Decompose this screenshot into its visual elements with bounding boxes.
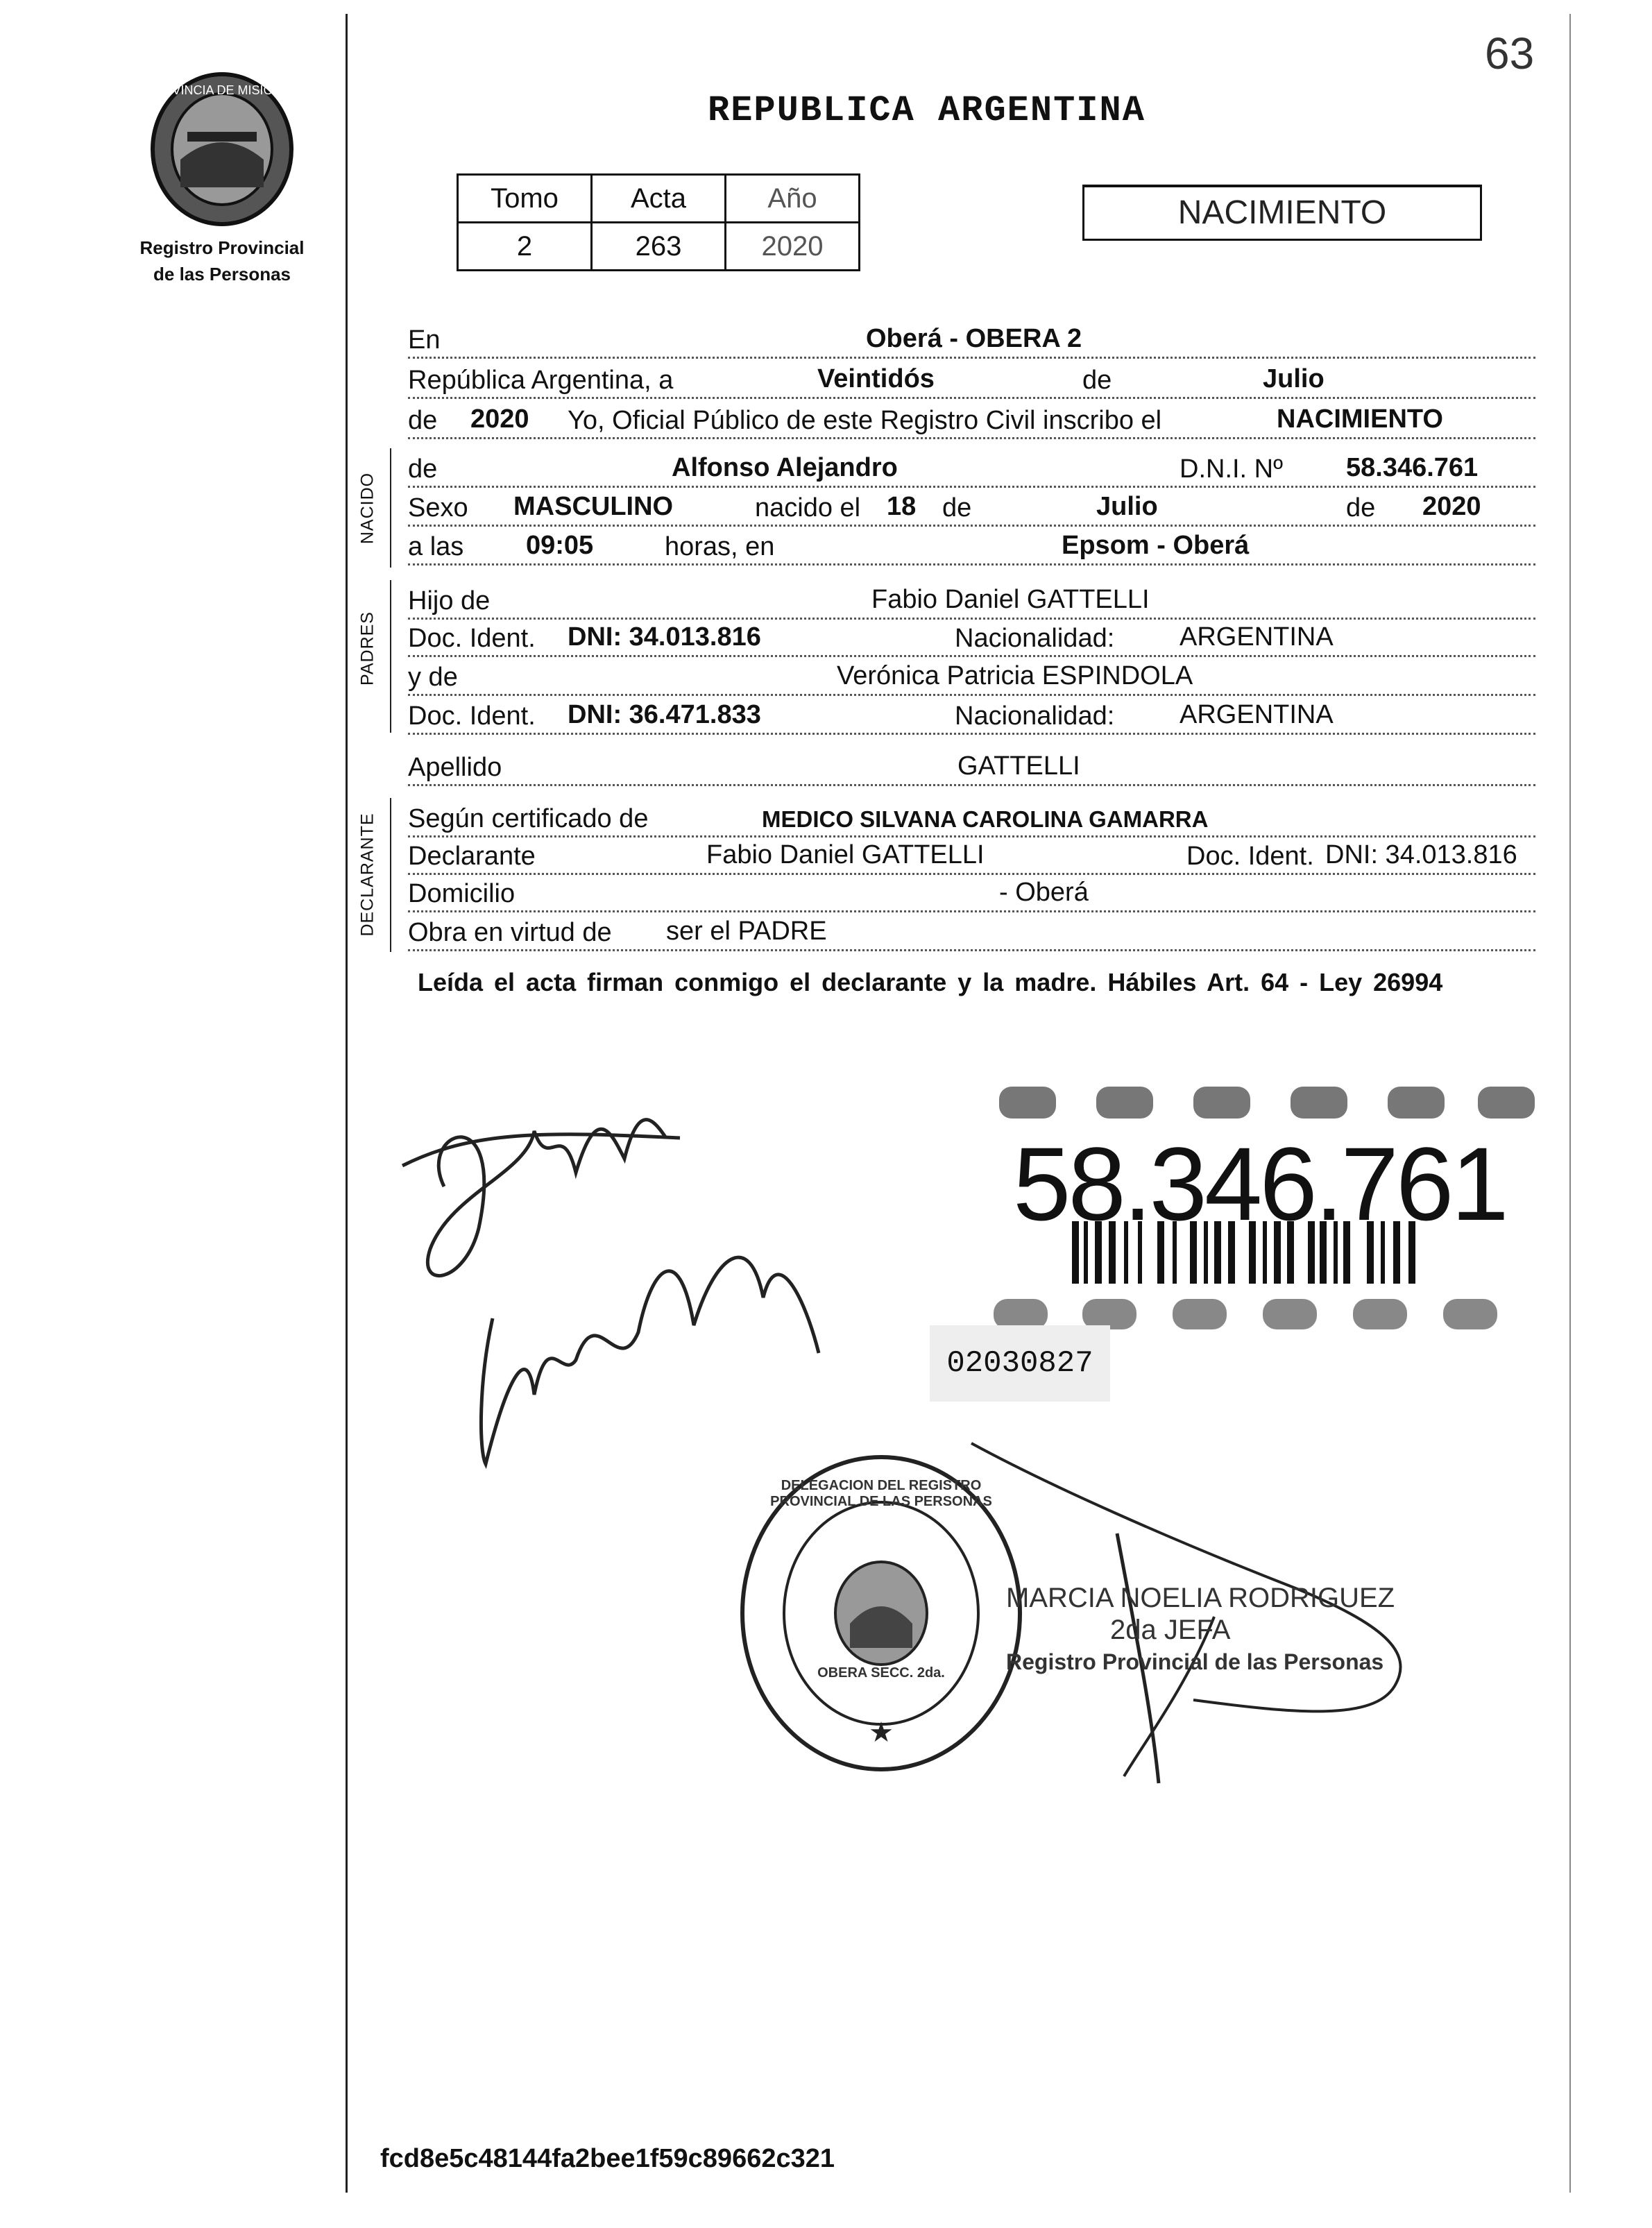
- label-surname: Apellido: [408, 753, 502, 782]
- label-de-name: de: [408, 454, 438, 484]
- stamp-inner-text: OBERA SECC. 2da.: [817, 1665, 945, 1681]
- label-hours: horas, en: [665, 532, 775, 561]
- sticker-dni-number: 58.346.761: [1013, 1125, 1506, 1242]
- row-year: [408, 402, 1535, 439]
- label-declarant-doc: Doc. Ident.: [1186, 842, 1314, 871]
- country-title: REPUBLICA ARGENTINA: [708, 90, 1146, 131]
- value-day: Veintidós: [817, 364, 935, 393]
- value-mother-doc: DNI: 36.471.833: [568, 700, 761, 729]
- value-month: Julio: [1263, 364, 1325, 393]
- value-tomo: 2: [458, 223, 592, 271]
- legal-note: Leída el acta firman conmigo el declarante y la madre. Hábiles Art. 64 - Ley 26994: [418, 968, 1443, 996]
- header-ano: Año: [726, 175, 860, 223]
- label-yde: y de: [408, 663, 458, 692]
- registry-name-line2: de las Personas: [153, 264, 291, 284]
- right-margin-line: [1569, 14, 1571, 2193]
- label-declarant: Declarante: [408, 842, 536, 871]
- label-born: nacido el: [755, 493, 861, 522]
- value-event: NACIMIENTO: [1277, 405, 1443, 434]
- label-de-born-year: de: [1346, 493, 1376, 522]
- label-hijo: Hijo de: [408, 586, 491, 615]
- label-mother-nationality: Nacionalidad:: [955, 701, 1115, 731]
- label-domicile: Domicilio: [408, 879, 516, 908]
- document-hash: fcd8e5c48144fa2bee1f59c89662c321: [380, 2144, 835, 2173]
- page-number: 63: [1485, 28, 1535, 78]
- official-signature-block: [1006, 1582, 1395, 1678]
- row-declarant: [408, 838, 1535, 875]
- row-virtue: [408, 915, 1535, 951]
- value-father-doc: DNI: 34.013.816: [568, 622, 761, 652]
- value-place: Oberá - OBERA 2: [866, 324, 1082, 353]
- label-dni: D.N.I. Nº: [1180, 454, 1283, 484]
- value-born-month: Julio: [1096, 492, 1158, 521]
- value-sex: MASCULINO: [513, 492, 674, 521]
- label-father-nationality: Nacionalidad:: [955, 624, 1115, 653]
- value-name: Alfonso Alejandro: [672, 453, 898, 482]
- value-time: 09:05: [526, 531, 594, 560]
- label-en: En: [408, 325, 441, 355]
- value-surname: GATTELLI: [957, 751, 1080, 781]
- value-acta: 263: [592, 223, 726, 271]
- stamp-ring-text: DELEGACION DEL REGISTRO PROVINCIAL DE LAS PERSONAS: [770, 1478, 992, 1509]
- value-domicile: - Oberá: [999, 878, 1089, 907]
- record-table: [457, 173, 860, 271]
- row-name: [408, 451, 1535, 488]
- padres-section-label: PADRES: [357, 611, 377, 686]
- value-virtue: ser el PADRE: [666, 917, 827, 946]
- label-officer: Yo, Oficial Público de este Registro Civil inscribo el: [568, 406, 1162, 435]
- row-mother: [408, 659, 1535, 696]
- row-domicile: [408, 876, 1535, 912]
- label-de-year: de: [408, 406, 438, 435]
- value-declarant: Fabio Daniel GATTELLI: [706, 840, 985, 869]
- header-tomo: Tomo: [458, 175, 592, 223]
- value-father-nationality: ARGENTINA: [1180, 622, 1334, 652]
- value-born-day: 18: [887, 492, 917, 521]
- value-birth-place: Epsom - Oberá: [1062, 531, 1250, 560]
- value-father: Fabio Daniel GATTELLI: [871, 585, 1150, 614]
- nacido-divider: [390, 448, 391, 568]
- row-place: [408, 322, 1535, 359]
- value-mother-nationality: ARGENTINA: [1180, 700, 1334, 729]
- official-title: 2da JEFA: [1110, 1615, 1231, 1645]
- label-republica: República Argentina, a: [408, 366, 674, 395]
- value-born-year: 2020: [1422, 492, 1481, 521]
- header-acta: Acta: [592, 175, 726, 223]
- label-certificate: Según certificado de: [408, 804, 649, 833]
- row-time: [408, 529, 1535, 565]
- label-de-month: de: [1082, 366, 1112, 395]
- label-de-born-month: de: [942, 493, 972, 522]
- label-time: a las: [408, 532, 464, 561]
- svg-text:★: ★: [869, 1717, 894, 1748]
- label-father-doc: Doc. Ident.: [408, 624, 536, 653]
- value-ano: 2020: [726, 223, 860, 271]
- label-sex: Sexo: [408, 493, 468, 522]
- registry-name-line1: Registro Provincial: [139, 237, 305, 258]
- left-margin-line: [346, 14, 348, 2193]
- official-office: Registro Provincial de las Personas: [1006, 1649, 1384, 1674]
- registry-logo: [139, 69, 305, 285]
- value-declarant-doc: DNI: 34.013.816: [1325, 840, 1517, 869]
- record-type-box: NACIMIENTO: [1082, 185, 1482, 241]
- handwritten-signatures: [389, 1089, 874, 1478]
- row-father: [408, 583, 1535, 620]
- label-mother-doc: Doc. Ident.: [408, 701, 536, 731]
- value-year: 2020: [470, 405, 529, 434]
- row-mother-doc: [408, 698, 1535, 735]
- row-certificate: [408, 801, 1535, 837]
- row-sex: [408, 490, 1535, 527]
- misiones-coat-of-arms-icon: [146, 69, 298, 229]
- row-date: [408, 362, 1535, 399]
- padres-divider: [390, 580, 391, 733]
- sticker-serial: 02030827: [930, 1325, 1110, 1402]
- value-mother: Verónica Patricia ESPINDOLA: [837, 661, 1193, 690]
- row-surname: [408, 749, 1535, 786]
- official-name: MARCIA NOELIA RODRIGUEZ: [1006, 1583, 1395, 1613]
- logo-label: PROVINCIA DE MISIONES: [146, 83, 298, 97]
- value-dni: 58.346.761: [1346, 453, 1479, 482]
- nacido-section-label: NACIDO: [357, 472, 377, 545]
- declarante-section-label: DECLARANTE: [357, 813, 377, 937]
- row-father-doc: [408, 620, 1535, 657]
- declarante-divider: [390, 798, 391, 952]
- label-virtue: Obra en virtud de: [408, 918, 612, 947]
- value-certificate: MEDICO SILVANA CAROLINA GAMARRA: [762, 806, 1209, 832]
